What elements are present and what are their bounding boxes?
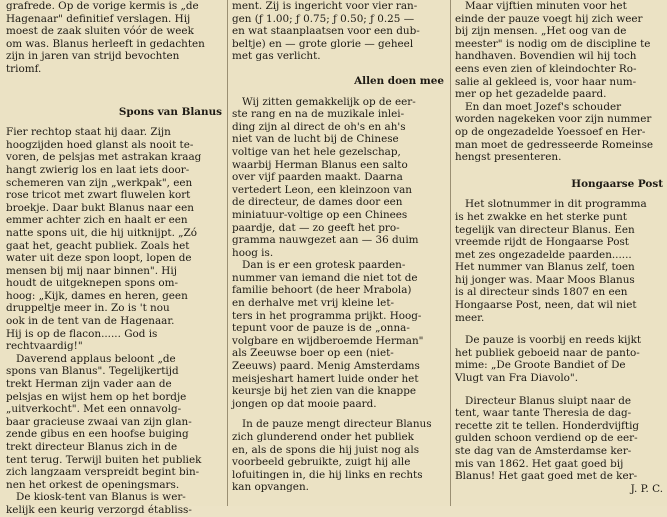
text-line: kelijk een keurig verzorgd établiss-: [6, 503, 192, 516]
text-line: is al directeur sinds 1807 en een: [455, 286, 628, 299]
text-line: tegelijk van directeur Blanus. Een: [455, 223, 635, 236]
text-line: vreemde rijdt de Hongaarse Post: [455, 236, 629, 249]
text-line: waarbij Herman Blanus een salto: [232, 158, 408, 171]
text-line: op de ongezadelde Yoessoef en Her-: [455, 125, 646, 138]
text-line: moest de zaak sluiten vóór de week: [6, 25, 194, 38]
text-line: Het slotnummer in dit programma: [465, 198, 647, 211]
text-line: is het zwakke en het sterke punt: [455, 210, 627, 223]
text-line: In de pauze mengt directeur Blanus: [242, 418, 432, 431]
text-line: meer.: [455, 311, 485, 324]
col1-body-paragraphs: [6, 126, 222, 516]
text-line: houdt de uitgeknepen spons om-: [6, 277, 178, 290]
text-line: over vijf paarden maakt. Daarna: [232, 171, 403, 184]
text-line: Dan is er een grotesk paarden-: [242, 259, 406, 272]
col2-intro-paragraph: [232, 0, 444, 63]
text-line: niet van de lucht bij de Chinese: [232, 133, 399, 146]
text-line: natte spons uit, die hij uitknijpt. „Zó: [6, 226, 198, 239]
text-line: nummer van iemand die niet tot de: [232, 271, 418, 284]
text-line: einde der pauze voegt hij zich weer: [455, 12, 643, 25]
text-line: volgbare en wijdberoemde Herman": [232, 334, 424, 347]
col3-paragraph-4: [455, 334, 663, 384]
text-line: druppeltje meer in. Zo is 't nou: [6, 302, 170, 315]
text-line: hij jonger was. Maar Moos Blanus: [455, 273, 635, 286]
col3-paragraph-1: [455, 0, 663, 101]
text-line: water uit deze spon loopt, lopen de: [6, 252, 192, 265]
text-line: De kiosk-tent van Blanus is wer-: [16, 491, 186, 504]
col1-intro-paragraph: [6, 0, 222, 76]
text-line: mime: „De Groote Bandiet of De: [455, 359, 626, 372]
text-line: broekje. Daar bukt Blanus naar een: [6, 201, 194, 214]
text-line: zijn in jaren van strijd bevochten: [6, 50, 180, 63]
text-line: tent, waar tante Theresia de dag-: [455, 407, 632, 420]
section-heading-hongaarse: Hongaarse Post: [571, 177, 663, 190]
text-line: hoogzijden hoed glanst als nooit te-: [6, 138, 194, 151]
col3-paragraph-2: [455, 101, 663, 164]
text-line: hengst presenteren.: [455, 151, 562, 164]
text-line: handhaven. Bovendien wil hij toch: [455, 50, 637, 63]
text-line: zende gibus en een hoofse buiging: [6, 428, 189, 441]
text-line: vertedert Leon, een kleinzoon van: [232, 183, 412, 196]
text-line: als Zeeuwse boer op een (niet-: [232, 347, 394, 360]
text-line: Directeur Blanus sluipt naar de: [465, 394, 632, 407]
text-line: worden nagekeken voor zijn nummer: [455, 113, 652, 126]
text-line: pelsjas en wijst hem op het bordje: [6, 390, 187, 403]
text-line: en, als de spons die hij juist nog als: [232, 443, 420, 456]
text-line: ste rang en na de muzikale inlei-: [232, 108, 405, 121]
column-1: [6, 0, 222, 516]
text-line: mer op het gezadelde paard.: [455, 88, 607, 101]
text-line: ste dag van de Amsterdamse ker-: [455, 445, 632, 457]
text-line: nen het orkest de openingsmars.: [6, 478, 180, 491]
text-line: mis van 1862. Het gaat goed bij: [455, 457, 624, 470]
text-line: zich glunderend onder het publiek: [232, 431, 414, 443]
text-line: tent terug. Terwijl buiten het publiek: [6, 453, 202, 466]
text-line: Fier rechtop staat hij daar. Zijn: [6, 126, 171, 139]
text-line: De pauze is voorbij en reeds kijkt: [465, 334, 642, 347]
column-3: [455, 0, 663, 506]
text-line: trekt directeur Blanus zich in de: [6, 441, 178, 453]
text-line: ters in het programma prijkt. Hoog-: [232, 309, 422, 322]
text-line: ment. Zij is ingericht voor vier ran-: [232, 0, 418, 12]
text-line: Hongaarse Post, neen, dat wil niet: [455, 299, 637, 312]
section-heading-allen: Allen doen mee: [354, 74, 444, 87]
text-line: En dan moet Jozef's schouder: [465, 100, 622, 113]
text-line: rechtvaardig!": [6, 340, 83, 353]
text-line: mensen bij mij naar binnen". Hij: [6, 264, 177, 277]
text-line: het publiek geboeid naar de panto-: [455, 346, 640, 359]
text-line: gulden schoon verdiend op de eer-: [455, 432, 638, 445]
text-line: gaat het, geacht publiek. Zoals het: [6, 239, 190, 252]
author-signature: J. P. C.: [630, 482, 663, 495]
column-2: [232, 0, 444, 506]
text-line: gen (ƒ 1.00; ƒ 0.75; ƒ 0.50; ƒ 0.25 —: [232, 12, 415, 25]
text-line: bij zijn mensen. „Het oog van de: [455, 25, 627, 38]
text-line: meisjeshart hamert luide onder het: [232, 372, 419, 385]
section-heading-spons: Spons van Blanus: [118, 105, 222, 118]
text-line: ook in de tent van de Hagenaar.: [6, 315, 175, 328]
text-line: spons van Blanus". Tegelijkertijd: [6, 365, 179, 378]
text-line: baar gracieuse zwaai van zijn glan-: [6, 415, 192, 428]
text-line: grafrede. Op de vorige kermis is „de: [6, 0, 199, 12]
text-line: schemeren van zijn „werkpak", een: [6, 176, 193, 189]
text-line: meester" is nodig om de discipline te: [455, 37, 651, 50]
text-line: Zeeuws) paard. Menig Amsterdams: [232, 360, 420, 373]
text-line: zich langzaam verspreidt begint bin-: [6, 466, 200, 479]
text-line: voren, de pelsjas met astrakan kraag: [6, 151, 202, 164]
text-line: om was. Blanus herleeft in gedachten: [6, 37, 205, 50]
text-line: Hij is op de flacon...... God is: [6, 327, 158, 340]
text-line: kan opvangen.: [232, 481, 309, 494]
text-line: de directeur, de dames door een: [232, 196, 403, 209]
text-line: salie al gekleed is, voor haar num-: [455, 75, 637, 88]
text-line: met zes ongezadelde paarden......: [455, 248, 632, 261]
text-line: eens even zien of kleindochter Ro-: [455, 62, 637, 75]
text-line: Maar vijftien minuten voor het: [465, 0, 627, 12]
text-line: Het nummer van Blanus zelf, toen: [455, 261, 635, 274]
text-line: keursje bij het zien van die knappe: [232, 385, 416, 398]
text-line: familie behoort (de heer Mrabola): [232, 284, 412, 297]
text-line: tepunt voor de pauze is de „onna-: [232, 322, 410, 335]
col2-paragraph-1: [232, 96, 444, 260]
text-line: voltige van het hele gezelschap,: [232, 145, 401, 158]
text-line: miniatuur-voltige op een Chinees: [232, 208, 408, 221]
text-line: hangt zwierig los en laat iets door-: [6, 163, 190, 176]
text-line: Blanus! Het gaat goed met de ker-: [455, 470, 638, 483]
text-line: gramma nauwgezet aan — 36 duim: [232, 234, 419, 247]
text-line: lofuitingen in, die hij links en rechts: [232, 468, 423, 481]
text-line: jongen op dat mooie paard.: [232, 397, 377, 410]
text-line: hoog is.: [232, 246, 274, 259]
text-line: Wij zitten gemakkelijk op de eer-: [242, 95, 416, 108]
text-line: Hagenaar" definitief verslagen. Hij: [6, 12, 191, 25]
col2-paragraph-3: [232, 418, 444, 494]
column-divider: [450, 0, 451, 506]
text-line: en wat staanplaatsen voor een dub-: [232, 25, 420, 38]
column-divider: [227, 0, 228, 506]
text-line: rose tricot met zwart fluwelen kort: [6, 189, 191, 202]
col2-paragraph-2: [232, 259, 444, 410]
text-line: „uitverkocht". Met een onnavolg-: [6, 403, 182, 416]
text-line: man moet de gedresseerde Romeinse: [455, 138, 654, 151]
text-line: hoog: „Kijk, dames en heren, geen: [6, 289, 188, 302]
text-line: beltje) en — grote glorie — geheel: [232, 37, 414, 50]
col3-paragraph-5: [455, 395, 663, 483]
text-line: ding zijn al direct de oh's en ah's: [232, 120, 406, 133]
col3-paragraph-3: [455, 198, 663, 324]
text-line: recette zit te tellen. Honderdvijftig: [455, 419, 640, 432]
text-line: emmer achter zich en haalt er een: [6, 214, 188, 227]
text-line: met gas verlicht.: [232, 50, 321, 63]
text-line: voorbeeld gebruikte, zuigt hij alle: [232, 456, 411, 469]
text-line: en derhalve met vrij kleine let-: [232, 297, 395, 310]
text-line: paardje, dat — zo geeft het pro-: [232, 221, 400, 234]
text-line: Daverend applaus beloont „de: [16, 352, 176, 365]
text-line: triomf.: [6, 62, 42, 75]
text-line: Vlugt van Fra Diavolo".: [455, 372, 579, 385]
text-line: trekt Herman zijn vader aan de: [6, 378, 172, 391]
